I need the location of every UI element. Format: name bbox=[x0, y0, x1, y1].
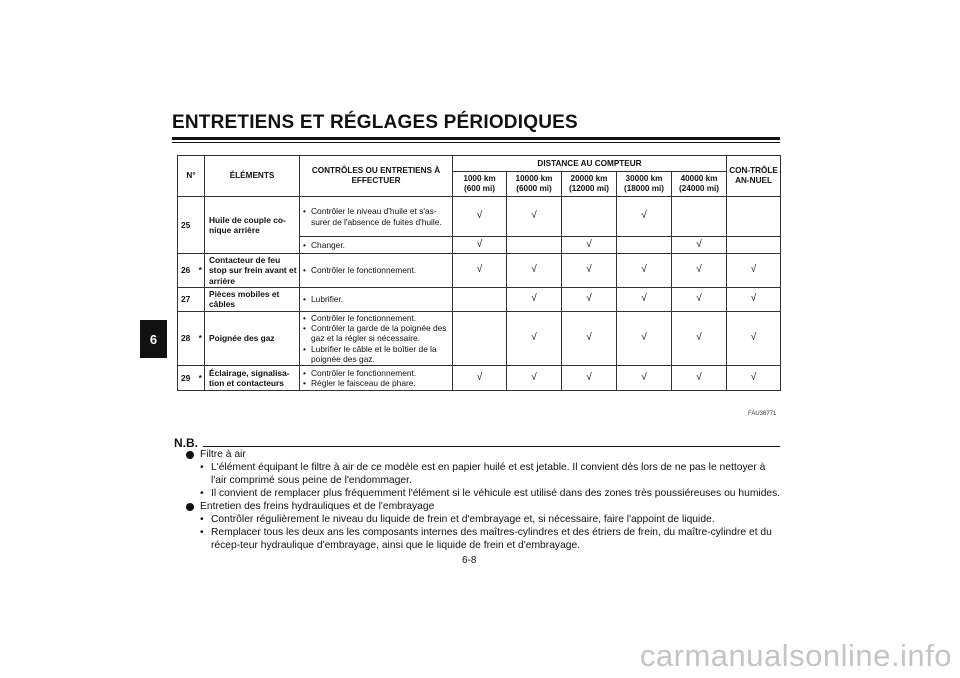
interval-cell bbox=[562, 366, 617, 391]
interval-cell bbox=[672, 237, 727, 254]
interval-cell bbox=[617, 197, 672, 237]
note-heading bbox=[186, 501, 782, 514]
doc-code: FAU36771 bbox=[748, 411, 777, 417]
check-mark-icon: √ bbox=[531, 264, 537, 276]
interval-cell bbox=[507, 254, 562, 288]
check-mark-icon: √ bbox=[750, 293, 757, 305]
check-mark-icon: √ bbox=[641, 371, 647, 383]
checks-list bbox=[302, 368, 450, 389]
checks-list bbox=[302, 206, 450, 227]
checks-list bbox=[302, 240, 450, 250]
check-item: • Régler le faisceau de phare. bbox=[311, 378, 450, 388]
row-checks bbox=[300, 366, 453, 391]
row-star: * bbox=[197, 366, 205, 391]
check-mark-icon: √ bbox=[696, 371, 702, 383]
interval-cell bbox=[617, 366, 672, 391]
interval-cell bbox=[727, 237, 781, 254]
header-interval bbox=[562, 172, 617, 197]
interval-cell bbox=[453, 287, 507, 311]
table-row bbox=[178, 366, 781, 391]
page-number: 6-8 bbox=[462, 555, 477, 566]
note-item: • Remplacer tous les deux ans les composants internes des maîtres-cylindres et des étriers de frein, du maître-cylindre et du récep-teur hydraulique d'embrayage, ainsi que le liquide de frein et d'embrayage. bbox=[186, 527, 782, 553]
checks-list bbox=[302, 294, 450, 304]
interval-cell bbox=[507, 311, 562, 365]
table-row bbox=[178, 254, 781, 288]
row-checks bbox=[300, 287, 453, 311]
check-mark-icon: √ bbox=[696, 264, 702, 276]
interval-cell bbox=[507, 366, 562, 391]
interval-km: 40000 km bbox=[680, 174, 718, 183]
interval-km: 30000 km bbox=[625, 174, 663, 183]
check-mark-icon: √ bbox=[531, 293, 537, 305]
interval-cell bbox=[507, 287, 562, 311]
check-mark-icon: √ bbox=[476, 210, 483, 222]
check-mark-icon: √ bbox=[641, 332, 647, 344]
notes-section bbox=[186, 449, 782, 553]
table-row bbox=[178, 287, 781, 311]
maintenance-table bbox=[177, 155, 781, 391]
note-item: • Contrôler régulièrement le niveau du liquide de frein et d'embrayage et, si nécessaire, faire l'appoint de liquide. bbox=[186, 514, 782, 527]
header-annual: CON-TRÔLE AN-NUEL bbox=[727, 156, 781, 197]
checks-list bbox=[302, 265, 450, 275]
interval-cell bbox=[727, 366, 781, 391]
row-number: 27 bbox=[178, 287, 197, 311]
check-mark-icon: √ bbox=[531, 210, 537, 222]
check-item: • Lubrifier. bbox=[311, 294, 450, 304]
check-mark-icon: √ bbox=[586, 293, 592, 305]
interval-cell bbox=[562, 311, 617, 365]
title-rule bbox=[172, 137, 780, 140]
bullet-disc-icon bbox=[186, 451, 194, 459]
row-star: * bbox=[197, 254, 205, 288]
interval-km: 20000 km bbox=[570, 174, 608, 183]
row-checks bbox=[300, 237, 453, 254]
nb-label: N.B. bbox=[174, 436, 198, 450]
note-group bbox=[186, 501, 782, 553]
check-mark-icon: √ bbox=[476, 264, 483, 276]
header-distance: DISTANCE AU COMPTEUR bbox=[453, 156, 727, 172]
interval-cell bbox=[617, 254, 672, 288]
check-item: • Contrôler la garde de la poignée des gaz et la régler si nécessaire. bbox=[311, 323, 450, 344]
interval-cell bbox=[453, 254, 507, 288]
interval-cell bbox=[727, 311, 781, 365]
check-mark-icon: √ bbox=[696, 238, 702, 250]
row-number: 29 bbox=[178, 366, 197, 391]
header-interval bbox=[453, 172, 507, 197]
check-mark-icon: √ bbox=[586, 332, 592, 344]
check-mark-icon: √ bbox=[696, 293, 702, 305]
interval-cell bbox=[507, 237, 562, 254]
check-mark-icon: √ bbox=[586, 371, 592, 383]
header-items: ÉLÉMENTS bbox=[205, 156, 300, 197]
row-item: Contacteur de feu stop sur frein avant et arrière bbox=[205, 254, 300, 288]
check-mark-icon: √ bbox=[696, 332, 702, 344]
watermark[interactable]: carmanualsonline.info bbox=[639, 638, 952, 673]
note-item: • Il convient de remplacer plus fréquemment l'élément si le véhicule est utilisé dans des zones très poussiéreuses ou humides. bbox=[186, 488, 782, 501]
table-row bbox=[178, 311, 781, 365]
interval-cell bbox=[562, 254, 617, 288]
interval-cell bbox=[562, 197, 617, 237]
row-star bbox=[197, 287, 205, 311]
check-item: • Changer. bbox=[311, 240, 450, 250]
interval-cell bbox=[562, 287, 617, 311]
interval-cell bbox=[453, 197, 507, 237]
check-mark-icon: √ bbox=[476, 238, 483, 250]
interval-mi: (18000 mi) bbox=[623, 184, 665, 193]
check-mark-icon: √ bbox=[641, 264, 647, 276]
header-checks: CONTRÔLES OU ENTRETIENS À EFFECTUER bbox=[300, 156, 453, 197]
check-mark-icon: √ bbox=[531, 332, 537, 344]
check-item: • Contrôler le fonctionnement. bbox=[311, 265, 450, 275]
page-title: ENTRETIENS ET RÉGLAGES PÉRIODIQUES bbox=[172, 112, 578, 133]
note-heading-text: Filtre à air bbox=[200, 449, 246, 460]
row-number: 25 bbox=[178, 197, 197, 254]
interval-cell bbox=[617, 311, 672, 365]
row-number: 26 bbox=[178, 254, 197, 288]
table-row bbox=[178, 197, 781, 237]
interval-cell bbox=[727, 254, 781, 288]
note-group bbox=[186, 449, 782, 501]
row-item: Éclairage, signalisa-tion et contacteurs bbox=[205, 366, 300, 391]
check-mark-icon: √ bbox=[586, 238, 592, 250]
interval-cell bbox=[672, 311, 727, 365]
interval-km: 1000 km bbox=[463, 174, 496, 183]
check-mark-icon: √ bbox=[641, 293, 647, 305]
header-interval bbox=[507, 172, 562, 197]
row-star: * bbox=[197, 311, 205, 365]
interval-cell bbox=[507, 197, 562, 237]
check-mark-icon: √ bbox=[641, 210, 647, 222]
check-mark-icon: √ bbox=[531, 371, 537, 383]
interval-cell bbox=[727, 197, 781, 237]
interval-cell bbox=[672, 254, 727, 288]
interval-cell bbox=[727, 287, 781, 311]
interval-cell bbox=[453, 237, 507, 254]
row-item: Pièces mobiles et câbles bbox=[205, 287, 300, 311]
note-heading-text: Entretien des freins hydrauliques et de l'embrayage bbox=[200, 500, 435, 512]
interval-cell bbox=[617, 237, 672, 254]
header-interval bbox=[672, 172, 727, 197]
interval-mi: (6000 mi) bbox=[516, 184, 552, 193]
nb-rule bbox=[203, 446, 780, 447]
check-item: • Lubrifier le câble et le boîtier de la poignée des gaz. bbox=[311, 344, 450, 365]
check-mark-icon: √ bbox=[750, 264, 757, 276]
check-item: • Contrôler le niveau d'huile et s'as-surer de l'absence de fuites d'huile. bbox=[311, 206, 450, 227]
check-mark-icon: √ bbox=[750, 371, 757, 383]
row-item: Huile de couple co-nique arrière bbox=[205, 197, 300, 254]
checks-list bbox=[302, 313, 450, 364]
chapter-tab: 6 bbox=[140, 320, 167, 358]
interval-mi: (24000 mi) bbox=[678, 184, 720, 193]
row-number: 28 bbox=[178, 311, 197, 365]
interval-cell bbox=[672, 287, 727, 311]
interval-cell bbox=[672, 197, 727, 237]
interval-mi: (12000 mi) bbox=[568, 184, 610, 193]
check-mark-icon: √ bbox=[476, 371, 483, 383]
row-checks bbox=[300, 254, 453, 288]
note-heading bbox=[186, 449, 782, 462]
interval-mi: (600 mi) bbox=[464, 184, 495, 193]
interval-cell bbox=[672, 366, 727, 391]
interval-cell bbox=[562, 237, 617, 254]
check-mark-icon: √ bbox=[750, 332, 757, 344]
title-rule-thin bbox=[172, 142, 780, 143]
interval-cell bbox=[453, 366, 507, 391]
bullet-disc-icon bbox=[186, 503, 194, 511]
row-star bbox=[197, 197, 205, 254]
check-mark-icon: √ bbox=[586, 264, 592, 276]
row-checks bbox=[300, 311, 453, 365]
interval-cell bbox=[453, 311, 507, 365]
header-num: N° bbox=[178, 156, 205, 197]
row-item: Poignée des gaz bbox=[205, 311, 300, 365]
interval-km: 10000 km bbox=[515, 174, 553, 183]
note-item: • L'élément équipant le filtre à air de ce modèle est en papier huilé et est jetable. Il convient dès lors de ne pas le nettoyer à l'air comprimé sous peine de l'endommager. bbox=[186, 462, 782, 488]
check-item: • Contrôler le fonctionnement. bbox=[311, 313, 450, 323]
check-item: • Contrôler le fonctionnement. bbox=[311, 368, 450, 378]
row-checks bbox=[300, 197, 453, 237]
header-row bbox=[178, 156, 781, 172]
interval-cell bbox=[617, 287, 672, 311]
header-interval bbox=[617, 172, 672, 197]
